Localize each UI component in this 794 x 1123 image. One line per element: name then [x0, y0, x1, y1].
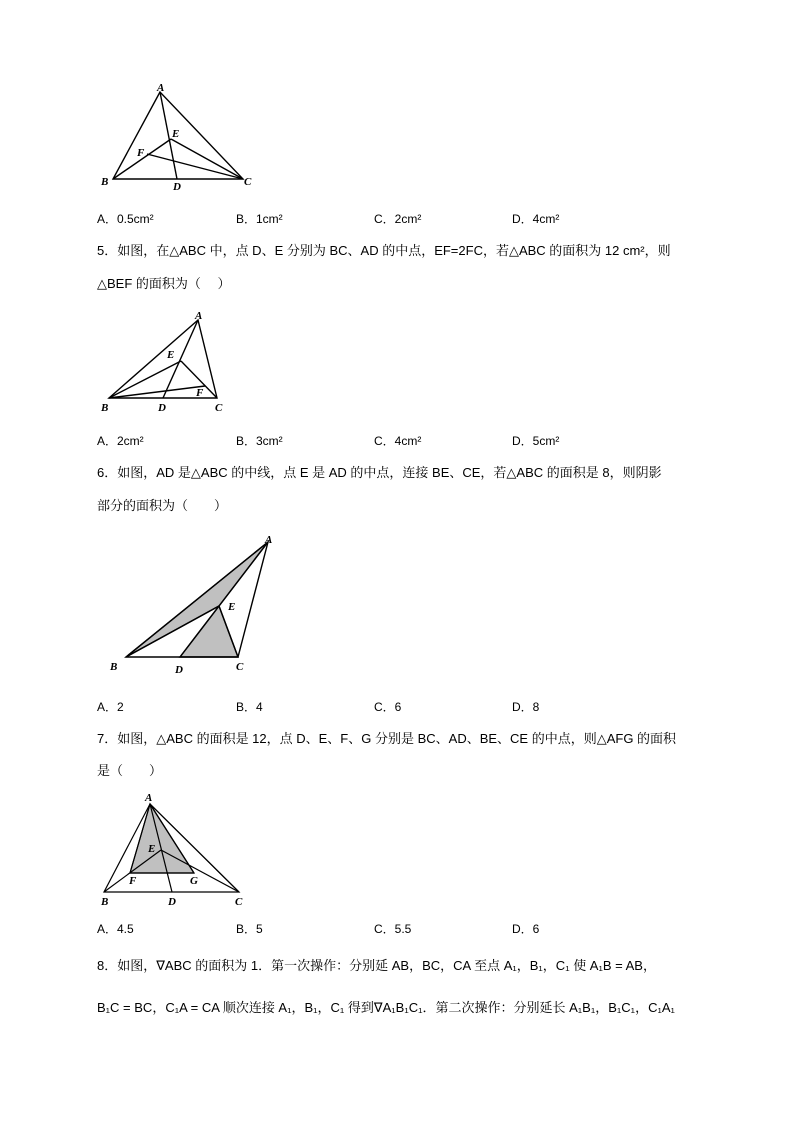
- q6-option-d[interactable]: D．8: [512, 700, 540, 714]
- label-d: D: [173, 181, 181, 193]
- q5-line-1: 5．如图，在△ABC 中，点 D、E 分别为 BC、AD 的中点，EF=2FC，若△ABC 的面积为 12 cm²，则: [97, 243, 671, 258]
- q6-option-c[interactable]: C．6: [374, 700, 402, 714]
- label-d: D: [168, 896, 176, 908]
- q5-option-b[interactable]: B．3cm²: [236, 434, 283, 448]
- label-b: B: [101, 402, 109, 414]
- q7-line-2: 是（ ）: [97, 763, 163, 778]
- figure-q5: [95, 308, 245, 418]
- label-f: F: [196, 387, 204, 399]
- q5-line-2: △BEF 的面积为（ ）: [97, 276, 231, 291]
- label-f: F: [137, 147, 145, 159]
- label-a: A: [265, 534, 273, 546]
- label-e: E: [148, 843, 156, 855]
- q7-option-d[interactable]: D．6: [512, 922, 540, 936]
- q8-line-2: B₁C = BC，C₁A = CA 顺次连接 A₁，B₁，C₁ 得到∇A₁B₁C₁．第二次操作：分别延长 A₁B₁，B₁C₁，C₁A₁: [97, 1000, 675, 1015]
- label-e: E: [172, 128, 180, 140]
- q6-option-b[interactable]: B．4: [236, 700, 263, 714]
- label-b: B: [101, 896, 109, 908]
- q8-line-1: 8．如图，∇ABC 的面积为 1．第一次操作：分别延 AB，BC，CA 至点 A₁，B₁，C₁ 使 A₁B = AB，: [97, 958, 656, 973]
- label-c: C: [215, 402, 223, 414]
- label-a: A: [145, 792, 153, 804]
- q7-option-b[interactable]: B．5: [236, 922, 263, 936]
- q5-option-d[interactable]: D．5cm²: [512, 434, 560, 448]
- label-f: F: [129, 875, 137, 887]
- q7-option-a[interactable]: A．4.5: [97, 922, 134, 936]
- q6-line-1: 6．如图，AD 是△ABC 的中线，点 E 是 AD 的中点，连接 BE、CE，若△ABC 的面积是 8，则阴影: [97, 465, 662, 480]
- label-a: A: [157, 82, 165, 94]
- q4-option-c[interactable]: C．2cm²: [374, 212, 422, 226]
- label-b: B: [110, 661, 118, 673]
- q5-option-a[interactable]: A．2cm²: [97, 434, 144, 448]
- q4-option-b[interactable]: B．1cm²: [236, 212, 283, 226]
- q4-option-d[interactable]: D．4cm²: [512, 212, 560, 226]
- label-b: B: [101, 176, 109, 188]
- label-e: E: [167, 349, 175, 361]
- label-d: D: [175, 664, 183, 676]
- label-e: E: [228, 601, 236, 613]
- q7-line-1: 7．如图，△ABC 的面积是 12，点 D、E、F、G 分别是 BC、AD、BE、CE 的中点，则△AFG 的面积: [97, 731, 677, 746]
- figure-q4: [95, 82, 265, 194]
- q7-option-c[interactable]: C．5.5: [374, 922, 412, 936]
- q4-option-a[interactable]: A．0.5cm²: [97, 212, 154, 226]
- q6-option-a[interactable]: A．2: [97, 700, 124, 714]
- label-c: C: [235, 896, 243, 908]
- figure-q6: [95, 530, 295, 680]
- figure-q7: [95, 790, 255, 910]
- q6-line-2: 部分的面积为（ ）: [97, 498, 228, 513]
- q5-option-c[interactable]: C．4cm²: [374, 434, 422, 448]
- label-c: C: [236, 661, 244, 673]
- label-g: G: [190, 875, 198, 887]
- label-d: D: [158, 402, 166, 414]
- label-a: A: [195, 310, 203, 322]
- label-c: C: [244, 176, 252, 188]
